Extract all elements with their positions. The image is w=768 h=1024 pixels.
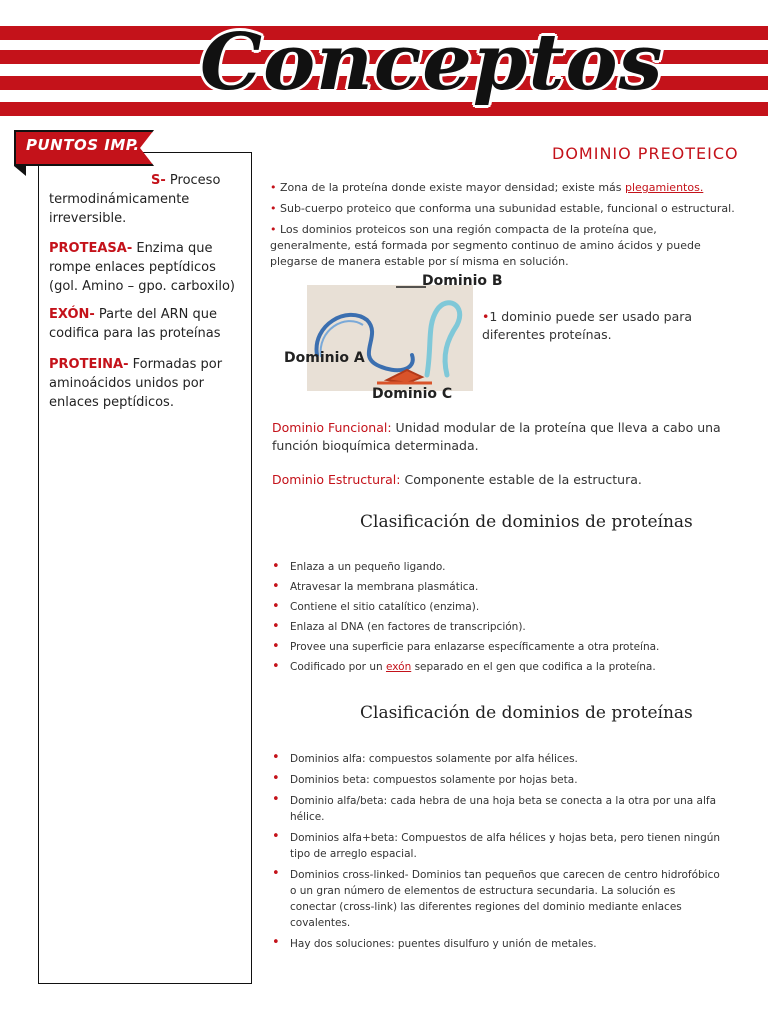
bullet-text: Sub-cuerpo proteico que conforma una subunidad estable, funcional o estructural. bbox=[280, 202, 735, 215]
plegamientos-link[interactable]: plegamientos. bbox=[625, 181, 704, 194]
list-item-text: Codificado por un bbox=[290, 661, 386, 673]
list-item bbox=[272, 657, 732, 677]
list-item: • Dominios alfa: compuestos solamente por alfa hélices. bbox=[272, 751, 722, 767]
def-estructural-label: Dominio Estructural: bbox=[272, 472, 401, 487]
term-text: Formadas por aminoácidos unidos por enlaces peptídicos. bbox=[49, 357, 223, 410]
sidebar-item-s bbox=[49, 171, 245, 228]
term-text: Enzima que rompe enlaces peptídicos (gol. Amino – gpo. carboxilo) bbox=[49, 241, 235, 294]
heading-clasificacion-1: Clasificación de dominios de proteínas bbox=[360, 512, 693, 532]
label-dominio-b: Dominio B bbox=[422, 273, 503, 289]
def-estructural bbox=[272, 471, 742, 489]
def-funcional-text: Unidad modular de la proteína que lleva a cabo una función bioquímica determinada. bbox=[272, 420, 721, 453]
heading-clasificacion-2: Clasificación de dominios de proteínas bbox=[360, 703, 693, 723]
list-item: • Dominio alfa/beta: cada hebra de una hoja beta se conecta a la otra por una alfa hélice. bbox=[272, 793, 722, 825]
list-item: • Dominios alfa+beta: Compuestos de alfa hélices y hojas beta, pero tienen ningún tipo de arreglo espacial. bbox=[272, 830, 722, 862]
list-item: • Dominios cross-linked- Dominios tan pequeños que carecen de centro hidrofóbico o un gran número de elementos de estructura secundaria. La solución es conectar (cross-link) las diferentes regiones del dominio mediante enlaces covalentes. bbox=[272, 867, 722, 931]
def-estructural-text: Componente estable de la estructura. bbox=[400, 472, 642, 487]
def-funcional bbox=[272, 419, 742, 455]
ribbon-tail bbox=[14, 166, 26, 176]
list-item: • Dominios beta: compuestos solamente por hojas beta. bbox=[272, 772, 722, 788]
bullet-1: • Zona de la proteína donde existe mayor densidad; existe más plegamientos. bbox=[270, 181, 704, 194]
protein-domain-image bbox=[307, 285, 473, 391]
ribbon-label: PUNTOS IMP. bbox=[26, 136, 140, 154]
section-title: DOMINIO PREOTEICO bbox=[552, 144, 739, 163]
sidebar-box bbox=[38, 152, 252, 984]
label-dominio-a: Dominio A bbox=[284, 350, 365, 366]
sidebar-item-proteina bbox=[49, 355, 245, 412]
list-item: • Enlaza a un pequeño ligando. bbox=[272, 557, 732, 577]
bullet-2: • Sub-cuerpo proteico que conforma una subunidad estable, funcional o estructural. bbox=[270, 202, 735, 215]
list-item: • Provee una superficie para enlazarse específicamente a otra proteína. bbox=[272, 637, 732, 657]
list-item-text: separado en el gen que codifica a la proteína. bbox=[411, 661, 656, 673]
bullet-3: • Los dominios proteicos son una región compacta de la proteína que, generalmente, está formada por segmento continuo de amino ácidos y puede plegarse de manera estable por sí misma en solución. bbox=[270, 223, 701, 268]
exon-link[interactable]: exón bbox=[385, 661, 412, 673]
term-label: EXÓN- bbox=[49, 307, 95, 322]
sidebar-item-exon bbox=[49, 305, 245, 343]
term-label: PROTEASA- bbox=[49, 241, 133, 256]
side-note: •1 dominio puede ser usado para diferentes proteínas. bbox=[482, 309, 693, 342]
label-dominio-c: Dominio C bbox=[372, 386, 453, 402]
side-note-text: 1 dominio puede ser usado para diferentes proteínas. bbox=[482, 309, 693, 342]
page-title: Conceptos bbox=[200, 17, 664, 108]
bullet-text: Los dominios proteicos son una región compacta de la proteína que, generalmente, está formada por segmento continuo de amino ácidos y puede plegarse de manera estable por sí misma en solución. bbox=[270, 223, 701, 268]
list-item: • Atravesar la membrana plasmática. bbox=[272, 577, 732, 597]
list-item: • Contiene el sitio catalítico (enzima). bbox=[272, 597, 732, 617]
list-item: • Hay dos soluciones: puentes disulfuro y unión de metales. bbox=[272, 936, 722, 952]
protein-domain-illustration bbox=[307, 285, 473, 391]
sidebar-item-proteasa bbox=[49, 239, 245, 296]
term-label: S- bbox=[151, 173, 166, 188]
bullet-text: Zona de la proteína donde existe mayor densidad; existe más bbox=[280, 181, 625, 194]
term-text: Proceso termodinámicamente irreversible. bbox=[49, 173, 221, 226]
list-item: • Enlaza al DNA (en factores de transcripción). bbox=[272, 617, 732, 637]
term-text: Parte del ARN que codifica para las proteínas bbox=[49, 307, 221, 341]
term-label: PROTEINA- bbox=[49, 357, 129, 372]
def-funcional-label: Dominio Funcional: bbox=[272, 420, 392, 435]
list-clasificacion-2 bbox=[272, 751, 722, 957]
list-clasificacion-1 bbox=[272, 557, 732, 677]
